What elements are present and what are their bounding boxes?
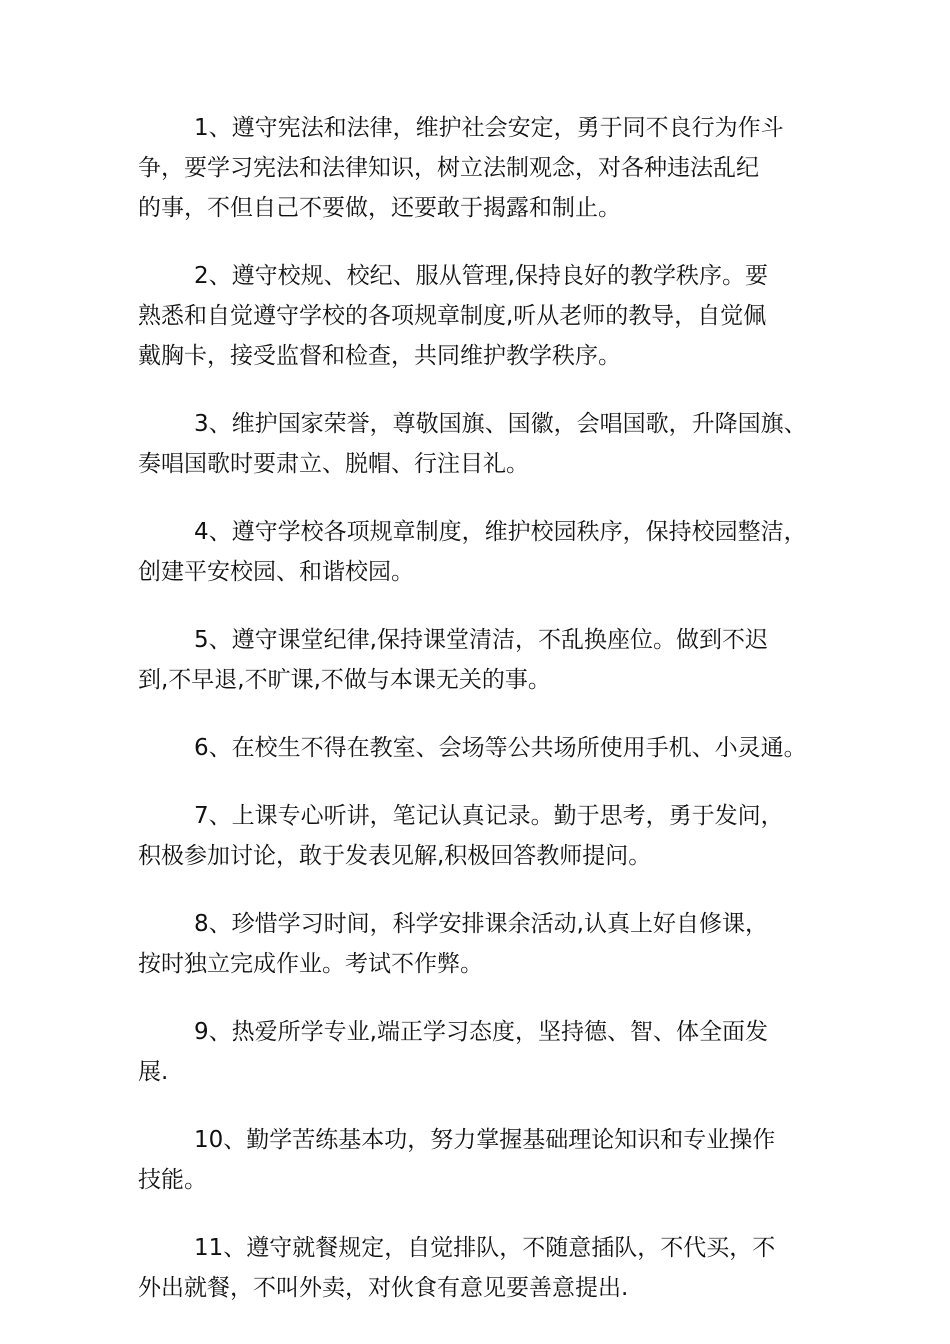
rule-line: 6、在校生不得在教室、会场等公共场所使用手机、小灵通。	[194, 735, 807, 761]
rule-line: 7、上课专心听讲，笔记认真记录。勤于思考，勇于发问，	[194, 803, 784, 829]
rule-item-11	[138, 1228, 838, 1308]
rule-line: 1、遵守宪法和法律，维护社会安定，勇于同不良行为作斗	[194, 115, 784, 141]
rule-item-1	[138, 108, 838, 228]
rule-item-3	[138, 404, 838, 484]
rule-line: 展.	[138, 1059, 169, 1085]
rule-line: 奏唱国歌时要肃立、脱帽、行注目礼。	[138, 451, 529, 477]
rule-item-9	[138, 1012, 838, 1092]
rule-line: 争，要学习宪法和法律知识，树立法制观念，对各种违法乱纪	[138, 155, 759, 181]
rule-line: 4、遵守学校各项规章制度，维护校园秩序，保持校园整洁，	[194, 519, 807, 545]
rule-line: 3、维护国家荣誉，尊敬国旗、国徽，会唱国歌，升降国旗、	[194, 411, 807, 437]
rule-line: 到,不早退,不旷课,不做与本课无关的事。	[138, 667, 551, 693]
rule-item-2	[138, 256, 838, 376]
rule-line: 戴胸卡，接受监督和检查，共同维护教学秩序。	[138, 343, 621, 369]
rule-line: 熟悉和自觉遵守学校的各项规章制度,听从老师的教导，自觉佩	[138, 303, 767, 329]
rule-item-5	[138, 620, 838, 700]
rule-line: 积极参加讨论，敢于发表见解,积极回答教师提问。	[138, 843, 652, 869]
rule-item-6	[138, 728, 838, 768]
rule-line: 10、勤学苦练基本功，努力掌握基础理论知识和专业操作	[194, 1127, 776, 1153]
rule-line: 8、珍惜学习时间，科学安排课余活动,认真上好自修课，	[194, 911, 768, 937]
rule-line: 2、遵守校规、校纪、服从管理,保持良好的教学秩序。要	[194, 263, 768, 289]
rule-line: 11、遵守就餐规定，自觉排队，不随意插队，不代买，不	[194, 1235, 776, 1261]
rule-item-7	[138, 796, 838, 876]
rule-item-10	[138, 1120, 838, 1200]
rule-line: 的事，不但自己不要做，还要敢于揭露和制止。	[138, 195, 621, 221]
rule-item-4	[138, 512, 838, 592]
rule-line: 5、遵守课堂纪律,保持课堂清洁，不乱换座位。做到不迟	[194, 627, 768, 653]
rule-item-8	[138, 904, 838, 984]
rules-list	[138, 108, 838, 1336]
rule-line: 按时独立完成作业。考试不作弊。	[138, 951, 483, 977]
rule-line: 外出就餐，不叫外卖，对伙食有意见要善意提出.	[138, 1275, 629, 1301]
rule-line: 创建平安校园、和谐校园。	[138, 559, 414, 585]
rule-line: 技能。	[138, 1167, 207, 1193]
rule-line: 9、热爱所学专业,端正学习态度，坚持德、智、体全面发	[194, 1019, 768, 1045]
